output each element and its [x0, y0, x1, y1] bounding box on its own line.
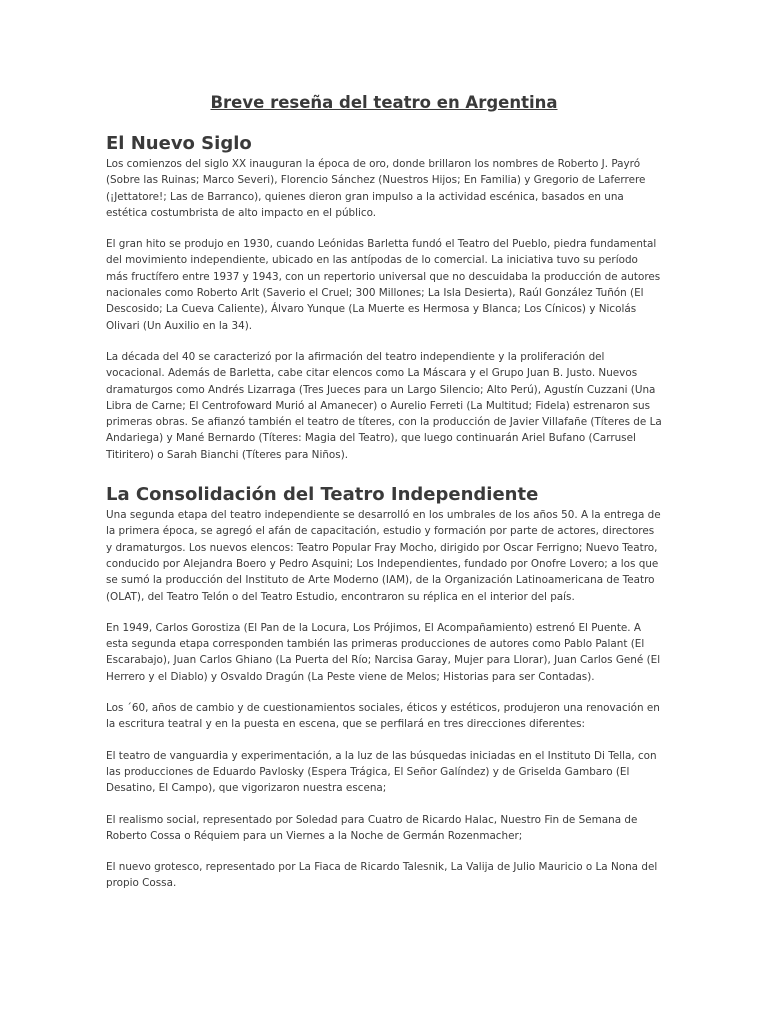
paragraph: Los ´60, años de cambio y de cuestionamientos sociales, éticos y estéticos, produjeron una renovación en la escritura teatral y en la puesta en escena, que se perfilará en tres direcciones diferentes:: [106, 702, 660, 731]
document-page: [106, 92, 662, 907]
section-heading: La Consolidación del Teatro Independiente: [106, 484, 539, 506]
section-heading: El Nuevo Siglo: [106, 133, 252, 154]
paragraph: La década del 40 se caracterizó por la afirmación del teatro independiente y la proliferación del vocacional. Además de Barletta, cabe citar elencos como La Máscara y el Grupo Juan B. Justo. Nuevos dramaturgos como Andrés Lizarraga (Tres Jueces para un Largo Silencio; Alto Perú), Agustín Cuzzani (Una Libra de Carne; El Centrofoward Murió al Amanecer) o Aurelio Ferreti (La Multitud; Fidela) estrenaron sus primeras obras. Se afianzó también el teatro de títeres, con la producción de Javier Villafañe (Títeres de La Andariega) y Mané Bernardo (Títeres: Magia del Teatro), que luego continuarán Ariel Bufano (Carrusel Titiritero) o Sarah Bianchi (Títeres para Niños).: [106, 350, 662, 461]
paragraph: El nuevo grotesco, representado por La Fiaca de Ricardo Talesnik, La Valija de Julio Mauricio o La Nona del propio Cossa.: [106, 861, 658, 890]
paragraph: En 1949, Carlos Gorostiza (El Pan de la Locura, Los Prójimos, El Acompañamiento) estrenó El Puente. A esta segunda etapa corresponden también las primeras producciones de autores como Pablo Palant (El Escarabajo), Juan Carlos Ghiano (La Puerta del Río; Narcisa Garay, Mujer para Llorar), Juan Carlos Gené (El Herrero y el Diablo) y Osvaldo Dragún (La Peste viene de Melos; Historias para ser Contadas).: [106, 621, 661, 683]
section-nuevo-siglo: [106, 132, 662, 463]
paragraph: El teatro de vanguardia y experimentación, a la luz de las búsquedas iniciadas en el Instituto Di Tella, con las producciones de Eduardo Pavlosky (Espera Trágica, El Señor Galíndez) y de Griselda Gambaro (El Desatino, El Campo), que vigorizaron nuestra escena;: [106, 749, 657, 795]
paragraph: El gran hito se produjo en 1930, cuando Leónidas Barletta fundó el Teatro del Pueblo, piedra fundamental del movimiento independiente, ubicado en las antípodas de lo comercial. La iniciativa tuvo su período más fructífero entre 1937 y 1943, con un repertorio universal que no descuidaba la producción de autores nacionales como Roberto Arlt (Saverio el Cruel; 300 Millones; La Isla Desierta), Raúl González Tuñón (El Descosido; La Cueva Caliente), Álvaro Yunque (La Muerte es Hermosa y Blanca; Los Cínicos) y Nicolás Olivari (Un Auxilio en la 34).: [106, 238, 661, 332]
paragraph: Una segunda etapa del teatro independiente se desarrolló en los umbrales de los años 50. A la entrega de la primera época, se agregó el afán de capacitación, estudio y formación por parte de actores, directores y dramaturgos. Los nuevos elencos: Teatro Popular Fray Mocho, dirigido por Oscar Ferrigno; Nuevo Teatro, conducido por Alejandra Boero y Pedro Asquini; Los Independientes, fundado por Onofre Lovero; a los que se sumó la producción del Instituto de Arte Moderno (IAM), de la Organización Latinoamericana de Teatro (OLAT), del Teatro Telón o del Teatro Estudio, encontraron su réplica en el interior del país.: [106, 509, 661, 603]
paragraph: Los comienzos del siglo XX inauguran la época de oro, donde brillaron los nombres de Roberto J. Payró (Sobre las Ruinas; Marco Severi), Florencio Sánchez (Nuestros Hijos; En Familia) y Gregorio de Laferrere (¡Jettatore!; Las de Barranco), quienes dieron gran impulso a la actividad escénica, basados en una estética costumbrista de alto impacto en el público.: [106, 158, 646, 219]
paragraph: El realismo social, representado por Soledad para Cuatro de Ricardo Halac, Nuestro Fin de Semana de Roberto Cossa o Réquiem para un Viernes a la Noche de Germán Rozenmacher;: [106, 813, 638, 842]
section-consolidacion: [106, 483, 662, 892]
document-title: Breve reseña del teatro en Argentina: [210, 93, 558, 112]
